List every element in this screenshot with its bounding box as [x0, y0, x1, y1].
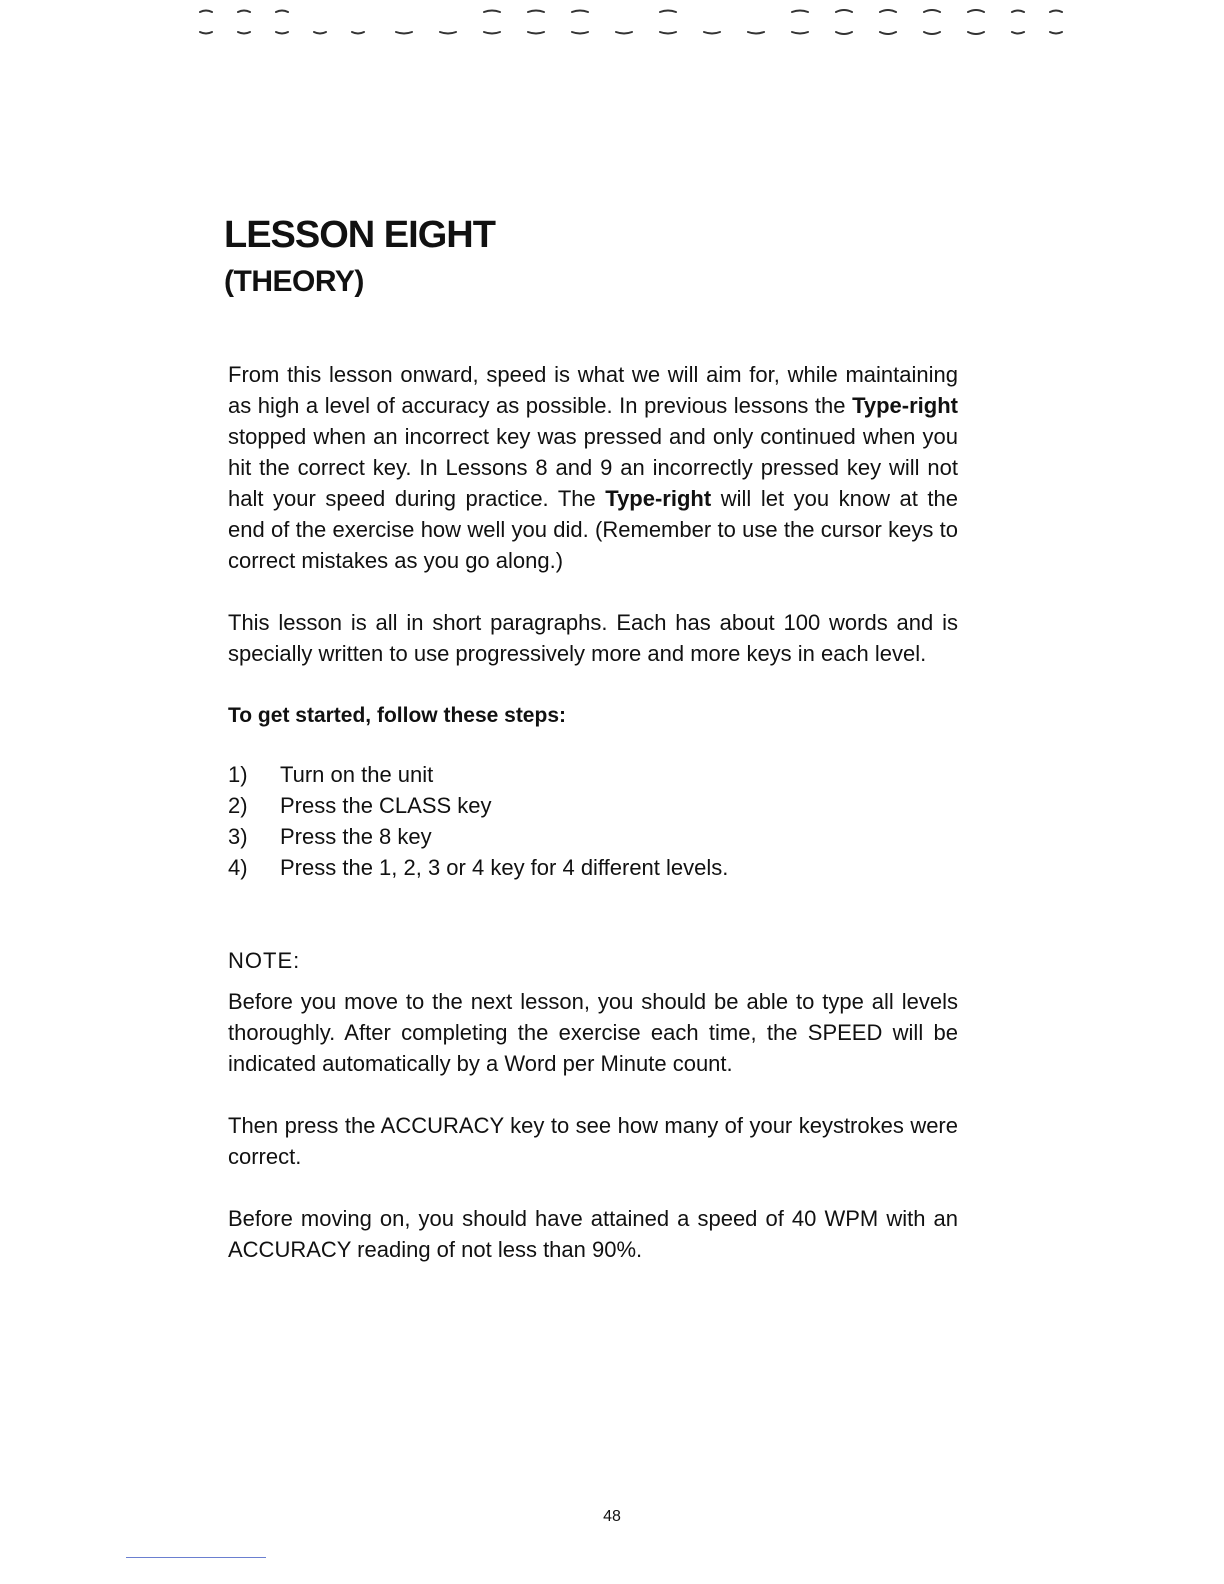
footer-rule [126, 1557, 266, 1558]
title-block [224, 212, 495, 302]
steps-list [228, 759, 958, 883]
step-text: Press the 8 key [280, 824, 432, 849]
step-text: Turn on the unit [280, 762, 434, 787]
description-paragraph: This lesson is all in short paragraphs. Each has about 100 words and is specially written to use progressively more and more keys in each level. [228, 610, 958, 666]
step-item [228, 790, 958, 821]
brand-name: Type-right [605, 486, 712, 511]
step-text: Press the CLASS key [280, 793, 492, 818]
note-label: NOTE: [228, 948, 301, 973]
step-number: 1) [228, 762, 248, 787]
intro-text-3: will let you know at the end of the exercise how well you did. (Remember to use the cursor keys to correct mistakes as you go along.) [228, 486, 958, 573]
page-title: LESSON EIGHT [224, 214, 495, 256]
step-number: 4) [228, 855, 248, 880]
page-number: 48 [603, 1508, 621, 1525]
steps-heading: To get started, follow these steps: [228, 704, 566, 727]
page-subtitle: (THEORY) [224, 265, 364, 298]
step-item [228, 759, 958, 790]
step-item [228, 852, 958, 883]
brand-name: Type-right [852, 393, 958, 418]
lesson-content [228, 359, 958, 1296]
intro-paragraph [228, 359, 958, 576]
step-number: 2) [228, 793, 248, 818]
note-paragraph: Before moving on, you should have attained a speed of 40 WPM with an ACCURACY reading of not less than 90%. [228, 1206, 958, 1262]
binding-holes-decoration [180, 4, 1080, 40]
intro-text-1: From this lesson onward, speed is what we will aim for, while maintaining as high a level of accuracy as possible. In previous lessons the [228, 362, 958, 418]
step-number: 3) [228, 824, 248, 849]
note-paragraph: Before you move to the next lesson, you should be able to type all levels thoroughly. After completing the exercise each time, the SPEED will be indicated automatically by a Word per Minute count. [228, 989, 958, 1076]
step-item [228, 821, 958, 852]
intro-text-2: stopped when an incorrect key was pressed and only continued when you hit the correct key. In Lessons 8 and 9 an incorrectly pressed key will not halt your speed during practice. The [228, 424, 958, 511]
step-text: Press the 1, 2, 3 or 4 key for 4 different levels. [280, 855, 729, 880]
note-paragraph: Then press the ACCURACY key to see how many of your keystrokes were correct. [228, 1113, 958, 1169]
